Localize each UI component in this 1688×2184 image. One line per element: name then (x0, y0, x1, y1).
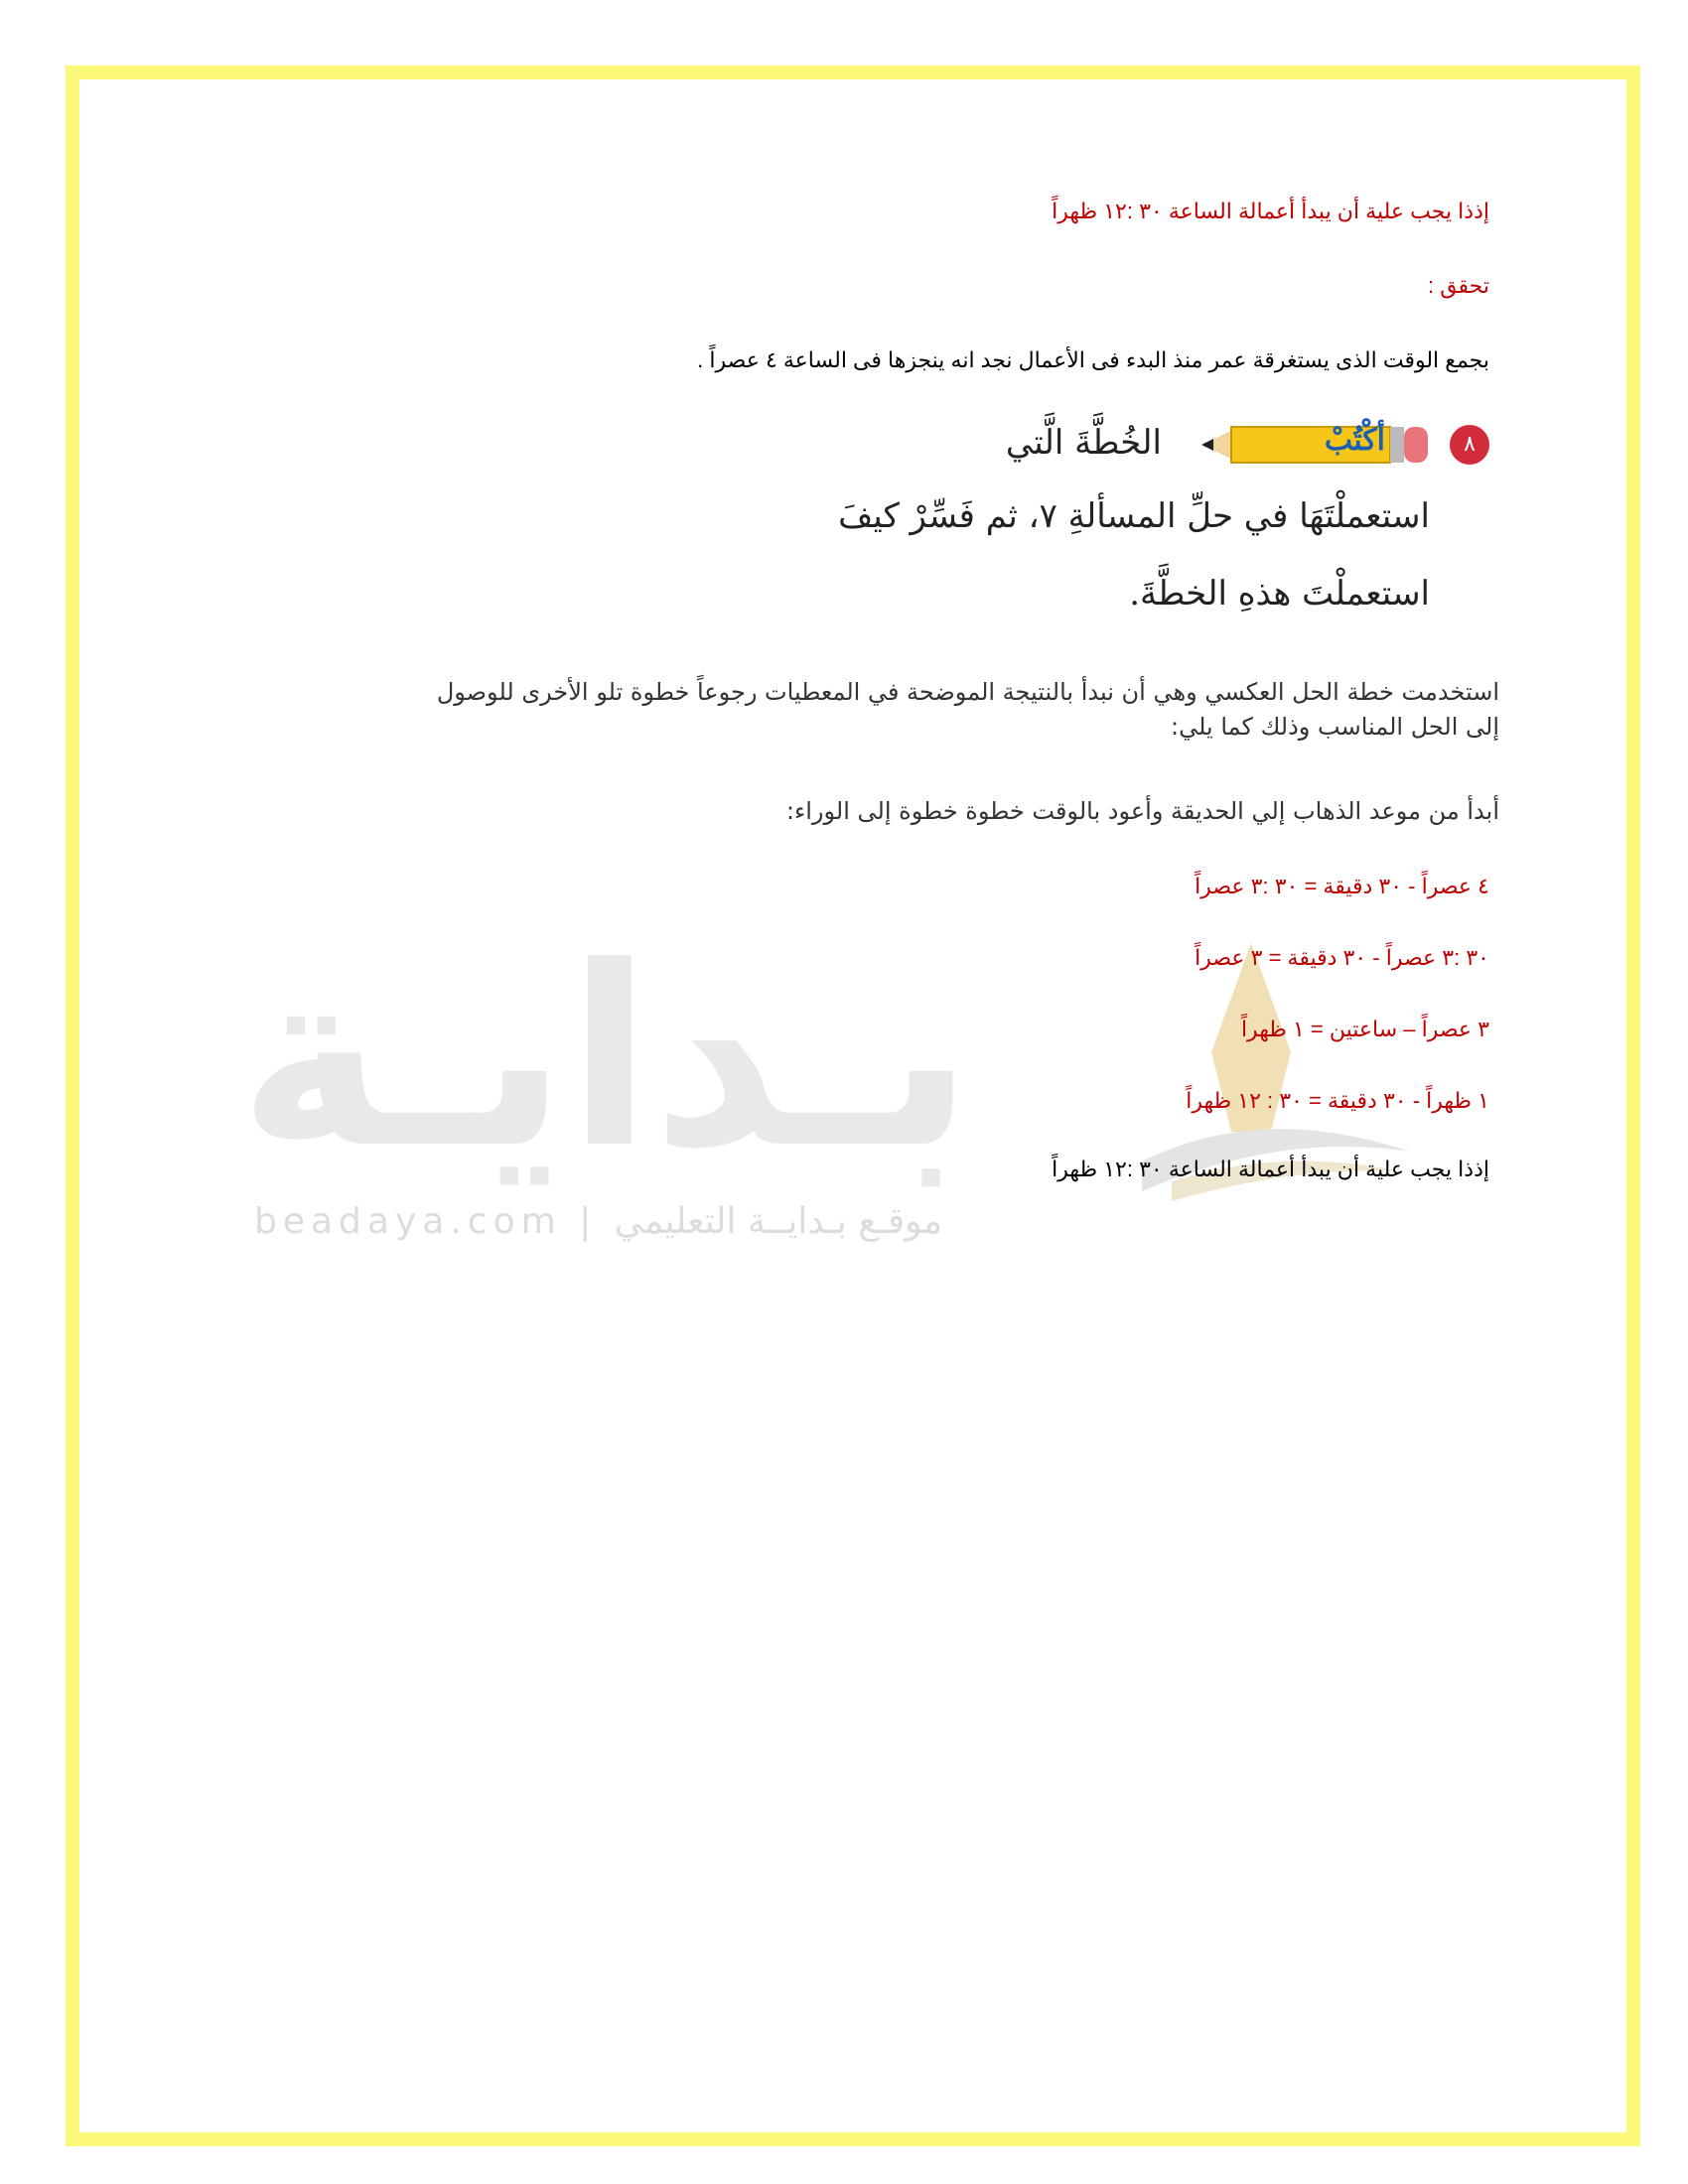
verify-heading: تحقق : (1427, 273, 1489, 298)
question-block (735, 417, 1489, 645)
conclusion-line: إذذا يجب علية أن يبدأ أعمالة الساعة ٣٠ :١٢ ظهراً (1052, 199, 1489, 223)
write-tag: أكْتُبْ (1324, 423, 1385, 458)
step-2: ٣٠ :٣ عصراً - ٣٠ دقيقة = ٣ عصراً (1195, 945, 1489, 970)
question-number-badge: ٨ (1450, 425, 1489, 465)
question-heading: الخُطَّةَ الَّتي (1005, 423, 1162, 463)
watermark-site-text: beadaya.com | موقـع بـدايــة التعليمي (254, 1201, 943, 1242)
pencil-icon (1201, 417, 1430, 473)
step-4: ١ ظهراً - ٣٠ دقيقة = ٣٠ : ١٢ ظهراً (1186, 1088, 1489, 1113)
method-line: أبدأ من موعد الذهاب إلي الحديقة وأعود بالوقت خطوة خطوة إلى الوراء: (785, 797, 1499, 825)
answer-paragraph (437, 675, 1499, 745)
verify-text: بجمع الوقت الذى يستغرقة عمر منذ البدء فى الأعمال نجد انه ينجزها فى الساعة ٤ عصراً . (697, 347, 1489, 372)
answer-line-1: استخدمت خطة الحل العكسي وهي أن نبدأ بالنتيجة الموضحة في المعطيات رجوعاً خطوة تلو الأخرى للوصول (436, 678, 1499, 706)
answer-line-2: إلى الحل المناسب وذلك كما يلي: (1170, 712, 1499, 741)
final-answer: إذذا يجب علية أن يبدأ أعمالة الساعة ٣٠ :١٢ ظهراً (1052, 1157, 1489, 1181)
question-line-2: استعملْتَ هذهِ الخطَّةَ. (1129, 574, 1430, 614)
watermark-logo-text: بـدايـة (238, 913, 974, 1202)
step-3: ٣ عصراً – ساعتين = ١ ظهراً (1240, 1017, 1489, 1041)
step-1: ٤ عصراً - ٣٠ دقيقة = ٣٠ :٣ عصراً (1195, 874, 1489, 898)
question-line-1: استعملْتَهَا في حلِّ المسألةِ ٧، ثم فَسِّرْ كيفَ (838, 496, 1430, 536)
